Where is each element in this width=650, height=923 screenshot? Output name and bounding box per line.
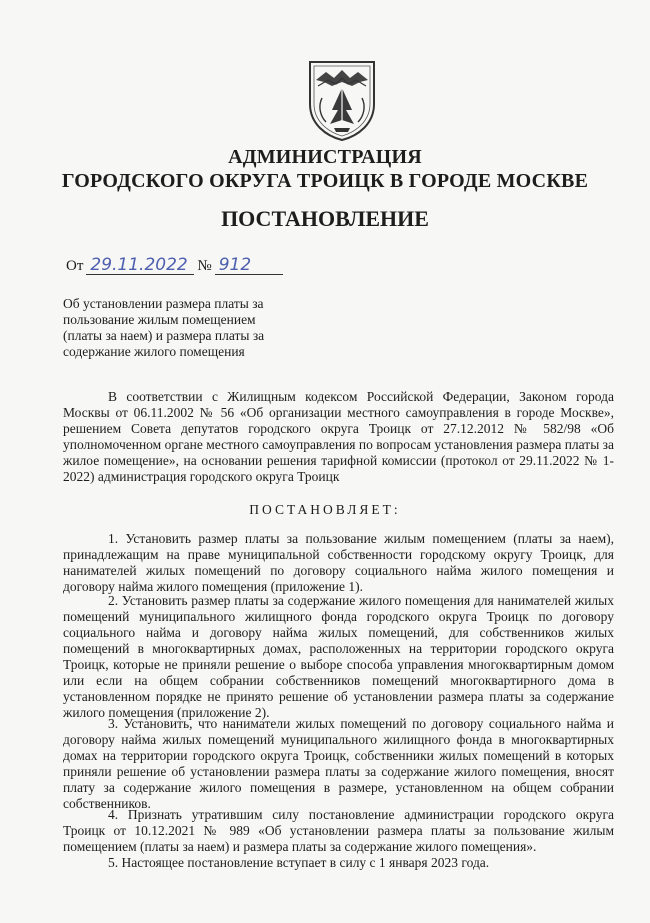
document-title: ПОСТАНОВЛЕНИЕ — [221, 206, 429, 231]
date-number-line — [63, 257, 283, 275]
coat-of-arms-icon — [304, 58, 380, 142]
item-paragraph-4: 4. Признать утратившим силу постановление администрации городского округа Троицк от 10.12.2021 № 989 «Об установлении размера платы за пользование жилым помещением (платы за наем) и размера платы за содержание жилого помещения». — [63, 807, 614, 854]
decree-word: ПОСТАНОВЛЯЕТ: — [249, 502, 401, 517]
preamble-paragraph: В соответствии с Жилищным кодексом Российской Федерации, Законом города Москвы от 06.11.2002 № 56 «Об организации местного самоуправления в городе Москве», решением Совета депутатов городского округа Троицк от 27.12.2012 № 582/98 «Об уполномоченном органе местного самоуправления по вопросам установления размера платы за жилое помещение», на основании решения тарифной комиссии (протокол от 29.11.2022 № 1-2022) администрация городского округа Троицк — [63, 389, 614, 484]
handwritten-date: 29.11.2022 — [86, 257, 194, 275]
org-name-line2: ГОРОДСКОГО ОКРУГА ТРОИЦК В ГОРОДЕ МОСКВЕ — [61, 170, 589, 192]
item-paragraph-2: 2. Установить размер платы за содержание жилого помещения для нанимателей жилых помещений муниципального жилищного фонда городского округа Троицк по договору социального найма и договору найма жилых помещений, для собственников жилых помещений в многоквартирных домах, расположенных на территории городского округа Троицк, которые не приняли решение о выборе способа управления многоквартирным домом или если на общем собрании собственников помещений многоквартирного дома в установленном порядке не принято решение об установлении размера платы за содержание жилого помещения (приложение 2). — [63, 593, 614, 720]
item-paragraph-1: 1. Установить размер платы за пользование жилым помещением (платы за наем), принадлежащим на праве муниципальной собственности городскому округу Троицк, для нанимателей жилых помещений по договору социального найма жилого помещения и договору найма жилого помещения (приложение 1). — [63, 531, 614, 594]
from-label: От — [66, 258, 84, 274]
handwritten-number: 912 — [215, 257, 283, 275]
number-label: № — [197, 258, 212, 274]
item-paragraph-5: 5. Настоящее постановление вступает в силу с 1 января 2023 года. — [108, 855, 490, 870]
document-subject: Об установлении размера платы за пользование жилым помещением (платы за наем) и размера платы за содержание жилого помещения — [63, 296, 265, 359]
item-paragraph-3: 3. Установить, что наниматели жилых помещений по договору социального найма и договору найма жилых помещений муниципального жилищного фонда в многоквартирных домах на территории городского округа Троицк, собственники жилых помещений в которых приняли решение об установлении размера платы за содержание жилого помещения, вносят плату за содержание жилого помещения в размере, установленном на общем собрании собственников. — [63, 716, 614, 811]
org-name-line1: АДМИНИСТРАЦИЯ — [228, 146, 422, 168]
